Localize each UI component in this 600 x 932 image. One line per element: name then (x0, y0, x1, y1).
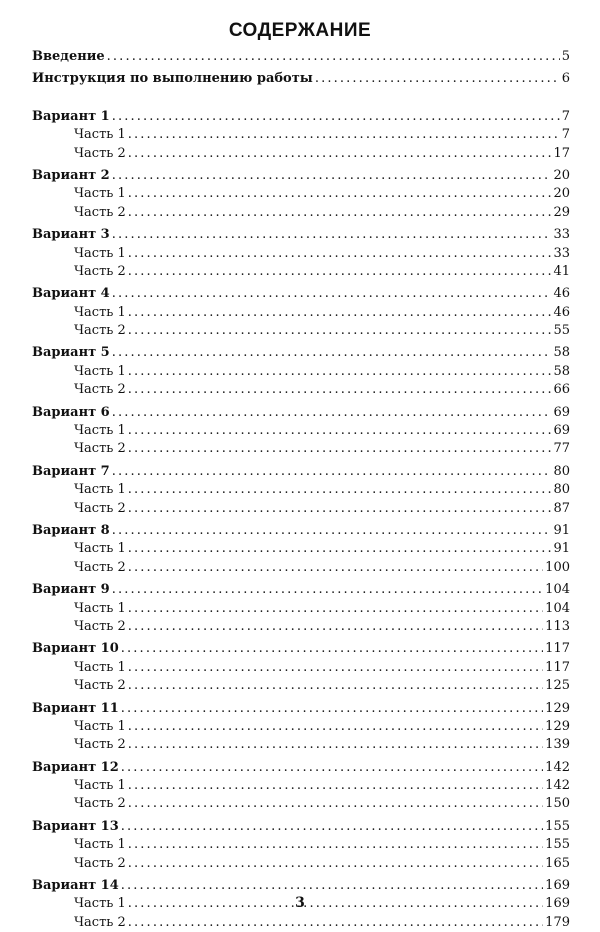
toc-entry-page: 117 (545, 641, 570, 657)
toc-entry-label: Часть 1 (74, 837, 126, 853)
toc-entry-part[interactable] (32, 263, 570, 281)
toc-entry-page: 6 (561, 71, 570, 87)
toc-entry-label: Инструкция по выполнению работы (32, 71, 313, 87)
toc-entry-label: Введение (32, 49, 105, 64)
toc-entry-label: Часть 2 (74, 500, 126, 516)
toc-entry-page: 155 (545, 818, 570, 834)
toc-entry-label: Вариант 14 (32, 878, 119, 894)
toc-entry-page: 91 (553, 522, 570, 538)
toc-entry-label: Часть 1 (74, 896, 126, 912)
toc-entry-page: 46 (553, 286, 570, 302)
toc-entry-label: Часть 2 (74, 323, 126, 339)
toc-entry-label: Вариант 6 (32, 404, 110, 420)
dot-leader (128, 795, 543, 813)
toc-entry-page: 58 (553, 345, 570, 361)
toc-entry-part[interactable] (32, 245, 570, 263)
dot-leader (121, 700, 543, 718)
toc-entry-part[interactable] (32, 855, 570, 873)
toc-entry-page: 117 (545, 659, 570, 675)
toc-entry-variant[interactable] (32, 463, 570, 481)
toc-entry-label: Часть 2 (74, 559, 126, 575)
toc-entry-label: Вариант 9 (32, 582, 110, 598)
toc-entry-part[interactable] (32, 500, 570, 518)
toc-entry-part[interactable] (32, 322, 570, 340)
toc-entry-part[interactable] (32, 304, 570, 322)
dot-leader (128, 126, 560, 144)
dot-leader (128, 263, 552, 281)
toc-entry-page: 113 (545, 618, 570, 634)
toc-entry-variant[interactable] (32, 818, 570, 836)
dot-leader (121, 818, 543, 836)
dot-leader (128, 618, 543, 636)
dot-leader (128, 855, 543, 873)
toc-entry-label: Часть 1 (74, 363, 126, 379)
toc-entry-label: Часть 1 (74, 127, 126, 143)
toc-entry-part[interactable] (32, 659, 570, 677)
toc-entry-variant[interactable] (32, 877, 570, 895)
toc-entry-page: 129 (545, 718, 570, 734)
toc-entry-page: 104 (545, 582, 570, 598)
dot-leader (128, 914, 543, 932)
toc-entry-variant[interactable] (32, 108, 570, 126)
toc-entry-page: 7 (561, 127, 570, 143)
page-title: СОДЕРЖАНИЕ (228, 20, 372, 41)
toc-entry-page: 66 (553, 382, 570, 398)
table-of-contents (32, 48, 570, 932)
toc-entry-page: 142 (545, 778, 570, 794)
toc-entry-label: Часть 1 (74, 718, 126, 734)
toc-entry-page: 155 (545, 837, 570, 853)
toc-entry-page: 139 (545, 737, 570, 753)
dot-leader (128, 500, 552, 518)
dot-leader (112, 108, 560, 126)
toc-entry-page: 33 (553, 227, 570, 243)
dot-leader (128, 736, 543, 754)
dot-leader (128, 304, 552, 322)
toc-entry-page: 69 (553, 404, 570, 420)
toc-entry-page: 150 (545, 796, 570, 812)
toc-entry-page: 100 (545, 559, 570, 575)
dot-leader (128, 363, 552, 381)
toc-entry-label: Вариант 12 (32, 759, 119, 775)
toc-entry-page: 142 (545, 759, 570, 775)
toc-entry-label: Часть 1 (74, 423, 126, 439)
dot-leader (112, 404, 552, 422)
toc-entry-label: Часть 1 (74, 304, 126, 320)
toc-entry-part[interactable] (32, 126, 570, 144)
toc-entry-label: Часть 1 (74, 600, 126, 616)
toc-entry-part[interactable] (32, 481, 570, 499)
dot-leader (128, 559, 543, 577)
toc-entry-page: 80 (553, 482, 570, 498)
toc-entry-part[interactable] (32, 777, 570, 795)
dot-leader (112, 463, 552, 481)
dot-leader (112, 581, 543, 599)
toc-entry-page: 104 (545, 600, 570, 616)
dot-leader (128, 777, 543, 795)
toc-entry-label: Часть 2 (74, 678, 126, 694)
dot-leader (121, 640, 543, 658)
toc-entry-variant[interactable] (32, 522, 570, 540)
toc-entry-label: Часть 2 (74, 618, 126, 634)
toc-entry-label: Часть 1 (74, 245, 126, 261)
dot-leader (121, 877, 543, 895)
toc-entry-part[interactable] (32, 422, 570, 440)
dot-leader (128, 381, 552, 399)
toc-entry-part[interactable] (32, 600, 570, 618)
dot-leader (128, 422, 552, 440)
dot-leader (112, 167, 552, 185)
toc-entry-part[interactable] (32, 736, 570, 754)
toc-entry-variant[interactable] (32, 226, 570, 244)
toc-entry-variant[interactable] (32, 581, 570, 599)
toc-entry-page: 169 (545, 896, 570, 912)
toc-entry-part[interactable] (32, 559, 570, 577)
toc-entry-label: Часть 2 (74, 441, 126, 457)
toc-entry-label: Часть 1 (74, 482, 126, 498)
toc-entry-label: Вариант 5 (32, 345, 110, 361)
toc-entry-part[interactable] (32, 363, 570, 381)
dot-leader (128, 245, 552, 263)
toc-entry-variant[interactable] (32, 344, 570, 362)
toc-entry-page: 55 (553, 323, 570, 339)
toc-entry-variant[interactable] (32, 640, 570, 658)
toc-entry-part[interactable] (32, 440, 570, 458)
dot-leader (128, 440, 552, 458)
toc-entry-page: 80 (553, 463, 570, 479)
toc-entry-variant[interactable] (32, 700, 570, 718)
dot-leader (112, 285, 552, 303)
toc-entry-label: Часть 2 (74, 263, 126, 279)
toc-entry-page: 17 (553, 145, 570, 161)
toc-entry-label: Часть 2 (74, 737, 126, 753)
toc-entry-label: Часть 1 (74, 541, 126, 557)
toc-entry-page: 129 (545, 700, 570, 716)
toc-entry-label: Вариант 2 (32, 167, 110, 183)
toc-entry-label: Вариант 8 (32, 522, 110, 538)
toc-entry-part[interactable] (32, 618, 570, 636)
dot-leader (112, 344, 552, 362)
toc-entry-label: Вариант 11 (32, 700, 119, 716)
dot-leader (315, 70, 560, 88)
toc-entry-label: Часть 2 (74, 796, 126, 812)
toc-entry-label: Вариант 10 (32, 641, 119, 657)
toc-entry-part[interactable] (32, 718, 570, 736)
toc-entry-page: 46 (553, 304, 570, 320)
toc-entry-page: 58 (553, 363, 570, 379)
toc-entry-label: Часть 1 (74, 778, 126, 794)
toc-entry-page: 169 (545, 878, 570, 894)
toc-entry-part[interactable] (32, 145, 570, 163)
toc-entry-page: 91 (553, 541, 570, 557)
toc-entry-intro[interactable] (32, 48, 570, 66)
toc-entry-variant[interactable] (32, 167, 570, 185)
dot-leader (128, 836, 543, 854)
dot-leader (128, 659, 543, 677)
toc-entry-label: Часть 1 (74, 186, 126, 202)
dot-leader (112, 522, 552, 540)
toc-entry-label: Вариант 13 (32, 818, 119, 834)
toc-entry-label: Часть 2 (74, 914, 126, 930)
toc-entry-part[interactable] (32, 185, 570, 203)
toc-entry-label: Часть 2 (74, 145, 126, 161)
toc-entry-page: 7 (561, 108, 570, 124)
toc-entry-page: 87 (553, 500, 570, 516)
toc-entry-variant[interactable] (32, 285, 570, 303)
dot-leader (128, 185, 552, 203)
toc-entry-variant[interactable] (32, 404, 570, 422)
dot-leader (128, 145, 552, 163)
toc-entry-page: 77 (553, 441, 570, 457)
toc-entry-page: 20 (553, 167, 570, 183)
dot-leader (121, 759, 543, 777)
toc-entry-label: Вариант 1 (32, 108, 110, 124)
dot-leader (128, 540, 552, 558)
toc-entry-part[interactable] (32, 914, 570, 932)
dot-leader (128, 204, 552, 222)
spacer (32, 89, 570, 108)
dot-leader (128, 481, 552, 499)
toc-entry-label: Часть 1 (74, 659, 126, 675)
toc-entry-part[interactable] (32, 204, 570, 222)
toc-entry-part[interactable] (32, 836, 570, 854)
toc-entry-part[interactable] (32, 381, 570, 399)
toc-entry-label: Часть 2 (74, 204, 126, 220)
toc-entry-label: Часть 2 (74, 382, 126, 398)
page-number: 3 (295, 895, 305, 911)
toc-entry-part[interactable] (32, 677, 570, 695)
toc-entry-page: 5 (561, 49, 570, 64)
dot-leader (112, 226, 552, 244)
toc-entry-page: 69 (553, 423, 570, 439)
toc-entry-part[interactable] (32, 540, 570, 558)
dot-leader (128, 677, 543, 695)
toc-entry-page: 41 (553, 263, 570, 279)
dot-leader (128, 718, 543, 736)
toc-entry-intro[interactable] (32, 70, 570, 88)
toc-entry-part[interactable] (32, 795, 570, 813)
toc-entry-page: 29 (553, 204, 570, 220)
toc-entry-page: 125 (545, 678, 570, 694)
dot-leader (128, 600, 543, 618)
toc-entry-page: 33 (553, 245, 570, 261)
toc-entry-page: 20 (553, 186, 570, 202)
dot-leader (107, 48, 560, 66)
toc-entry-page: 179 (545, 914, 570, 930)
dot-leader (128, 322, 552, 340)
toc-entry-label: Вариант 4 (32, 286, 110, 302)
toc-entry-variant[interactable] (32, 759, 570, 777)
toc-entry-label: Вариант 7 (32, 463, 110, 479)
toc-entry-label: Вариант 3 (32, 227, 110, 243)
toc-entry-page: 165 (545, 855, 570, 871)
toc-entry-label: Часть 2 (74, 855, 126, 871)
